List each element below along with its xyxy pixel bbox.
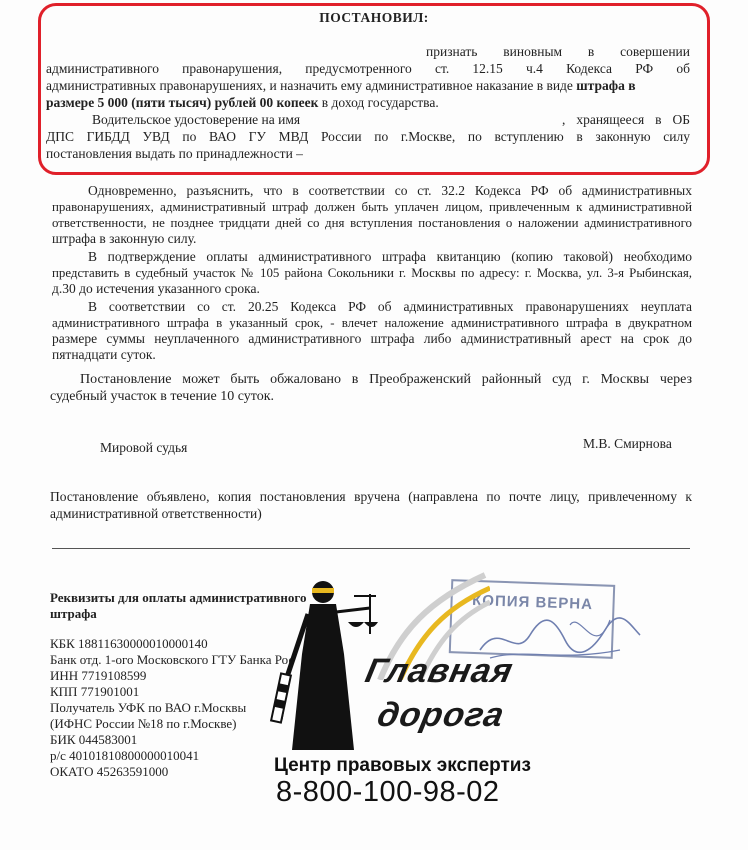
judge-role: Мировой судья [100,440,188,455]
requisite-line: КПП 771901001 [50,684,140,699]
ruling-line: , хранящееся в ОБ [562,112,690,127]
announce-line: административной ответственности) [50,506,262,521]
requisite-line: Получатель УФК по ВАО г.Москвы [50,700,247,715]
requisite-line: ИНН 7719108599 [50,668,147,683]
para-line: представить в судебный участок № 105 района Сокольники г. Москвы по адресу: г. Москва, ул. 3-я Рыбинская, [52,266,692,280]
requisites-list [50,636,294,780]
judge-name: М.В. Смирнова [583,436,672,451]
requisite-line: р/с 40101810800000010041 [50,748,200,763]
ruling-line: размере 5 000 (пяти тысяч) рублей 00 копеек в доход государства. [46,95,439,110]
para-line: д.30 до истечения указанного срока. [52,281,260,296]
copy-stamp: КОПИЯ ВЕРНА [449,579,615,659]
ruling-line: Водительское удостоверение на имя [92,112,301,127]
requisites-title: штрафа [50,606,97,621]
requisite-line: ОКАТО 45263591000 [50,764,169,779]
para-line: В подтверждение оплаты административного штрафа квитанцию (копию таковой) необходимо [88,249,692,264]
ruling-line: постановления выдать по принадлежности – [46,146,303,161]
para-line: правонарушениях, административный штраф должен быть уплачен лицом, привлеченным к административной [52,200,692,214]
para-line: ответственности, не позднее тридцати дней со дня вступления постановления о наложении административного [52,216,692,230]
para-line: пятнадцати суток. [52,347,156,362]
ruling-line: признать виновным в совершении [426,44,690,59]
ruling-line: ДПС ГИБДД УВД по ВАО ГУ МВД России по г.Москве, по вступлению в законную силу [46,129,690,144]
appeal-line: Постановление может быть обжаловано в Преображенский районный суд г. Москвы через [80,372,692,387]
section-title: ПОСТАНОВИЛ: [319,10,429,25]
announce-line: Постановление объявлено, копия постановления вручена (направлена по почте лицу, привлеченному к [50,489,692,504]
para-line: административного штрафа в указанный срок, - влечет наложение административного штрафа в двукратном [52,316,692,330]
ruling-line: административных правонарушениях, и назначить ему административное наказание в виде штрафа в [46,78,636,93]
requisite-line: (ИФНС России №18 по г.Москве) [50,716,237,731]
para-line: В соответствии со ст. 20.25 Кодекса РФ об административных правонарушениях неуплата [88,299,692,314]
ruling-line: административного правонарушения, предусмотренного ст. 12.15 ч.4 Кодекса РФ об [46,61,690,76]
para-line: штрафа в законную силу. [52,231,197,246]
divider [52,548,690,549]
requisites-title: Реквизиты для оплаты административного [50,590,307,605]
brand-phone: 8-800-100-98-02 [276,776,500,808]
requisite-line: БИК 044583001 [50,732,138,747]
brand-word-2: дорога [374,696,509,734]
requisite-line: КБК 18811630000010000140 [50,636,208,651]
appeal-line: судебный участок в течение 10 суток. [50,389,275,404]
themis-icon [268,574,378,752]
para-line: Одновременно, разъяснить, что в соответствии со ст. 32.2 Кодекса РФ об административных [88,183,692,198]
brand-word-1: Главная [362,652,517,690]
requisite-line: Банк отд. 1-ого Московского ГТУ Банка Рос [50,652,295,667]
brand-subtitle: Центр правовых экспертиз [274,755,531,776]
para-line: размере суммы неуплаченного административного штрафа либо административный арест на срок до [52,331,692,346]
